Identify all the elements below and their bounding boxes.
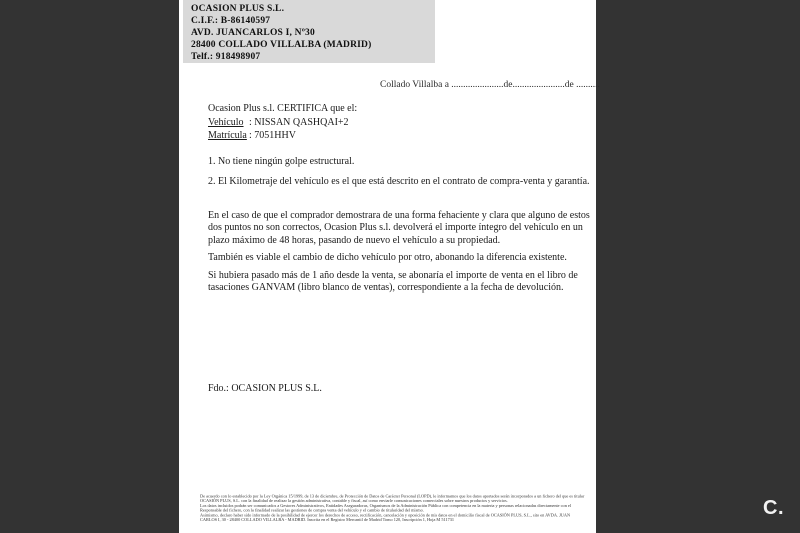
legal-line: CARLOS I, 30 - 28400 COLLADO VILLALBA - MADRID. Inscrita en el Registro Mercantil de Madrid Tomo 120, Inscripción 1, Hoja M 511731 [200, 517, 455, 523]
company-city: 28400 COLLADO VILLALBA (MADRID) [191, 40, 372, 50]
company-address: AVD. JUANCARLOS I, Nº30 [191, 28, 315, 38]
refund-paragraph: En el caso de que el comprador demostrara de una forma fehaciente y clara que alguno de estos dos puntos no son correctos, Ocasion Plus s.l. devolverá el importe íntegro del vehículo en un plazo máximo de 48 horas, pasando de nuevo el vehículo a su propiedad. [208, 210, 590, 246]
vehicle-value: : NISSAN QASHQAI+2 [249, 117, 349, 128]
legal-line: De acuerdo con lo establecido por la Ley Orgánica 15/1999, de 13 de diciembre, de Protección de Datos de Carácter Personal (LOPD), le informamos que los datos aportados serán incorporados a un fichero del que es titular [200, 493, 585, 499]
vehicle-label: Vehículo [208, 117, 244, 128]
signature-line: Fdo.: OCASION PLUS S.L. [208, 383, 322, 394]
certifies-line: Ocasion Plus s.l. CERTIFICA que el: [208, 103, 358, 114]
company-header-block [183, 0, 435, 63]
plate-row [208, 130, 296, 141]
legal-line: Los datos incluidos podrán ser comunicados a Gestores Administrativos, Entidades Aseguradoras, Organismos de la Administración Pública con competencia en la materia y personas relacionadas directamente con el [200, 502, 572, 508]
date-line: Collado Villalba a ......................de......................de .......... [380, 80, 600, 90]
legal-line: Responsable del fichero, con la finalidad realizar las gestiones de compra venta del vehículo y el cambio de titularidad del mismo. [200, 507, 424, 513]
vehicle-row [208, 117, 349, 128]
company-name: OCASION PLUS S.L. [191, 4, 285, 14]
plate-value: : 7051HHV [249, 130, 296, 141]
company-cif: C.I.F.: B-86140597 [191, 16, 271, 26]
ganvam-paragraph: Si hubiera pasado más de 1 año desde la venta, se abonaría el importe de venta en el libro de tasaciones GANVAM (libro blanco de ventas), correspondiente a la fecha de devolución. [208, 270, 578, 294]
legal-fine-print [200, 494, 600, 522]
coches-watermark-logo: C. [763, 497, 784, 519]
certified-point-2: 2. El Kilometraje del vehículo es el que está descrito en el contrato de compra-venta y garantía. [208, 176, 590, 187]
plate-label: Matrícula [208, 130, 247, 141]
document-page [179, 0, 600, 533]
legal-line: Asimismo, declaro haber sido informado de la posibilidad de ejercer los derechos de acceso, rectificación, cancelación y oposición de mis datos en el domicilio fiscal de OCASIÓN PLUS, S.L., sito en AVDA. JUAN [200, 512, 571, 518]
certified-point-1: 1. No tiene ningún golpe estructural. [208, 156, 355, 167]
exchange-paragraph: También es viable el cambio de dicho vehículo por otro, abonando la diferencia existente. [208, 252, 567, 263]
company-phone: Telf.: 918498907 [191, 52, 261, 62]
legal-line: OCASIÓN PLUS, S.L. con la finalidad de realizar la gestión administrativa, contable y fiscal, así como enviarle comunicaciones comerciales sobre nuestros productos y servicios. [200, 498, 508, 504]
